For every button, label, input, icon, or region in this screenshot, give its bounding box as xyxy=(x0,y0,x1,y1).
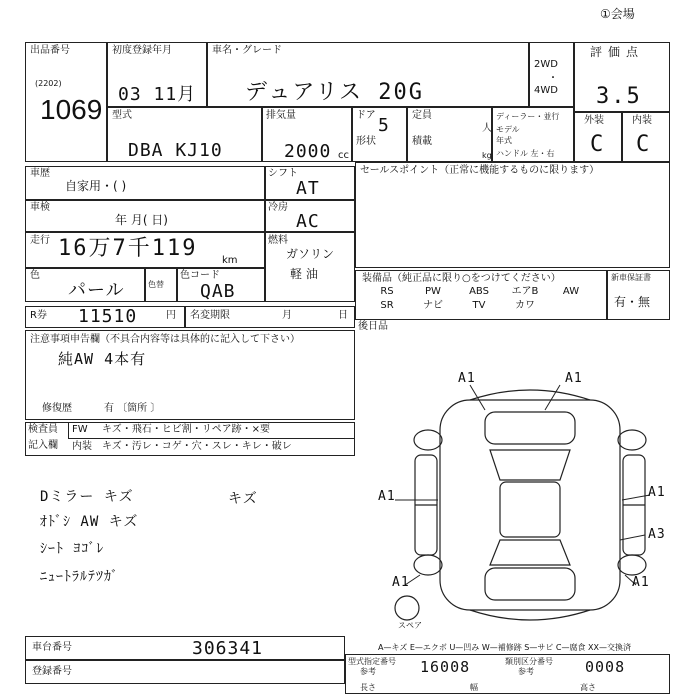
handle-label: ハンドル 左・右 xyxy=(496,149,555,158)
model-year-label: 年式 xyxy=(496,136,512,145)
selling-points-label: セールスポイント（正常に機能するものに限ります） xyxy=(360,165,600,176)
persons-label: 人 xyxy=(482,123,492,134)
auction-year-label: (2202) xyxy=(35,79,62,88)
wheel-rr xyxy=(618,555,646,575)
equipment-item: PW xyxy=(425,286,441,297)
equipment-item: ABS xyxy=(469,286,489,297)
aftermarket-label: 後日品 xyxy=(358,321,388,332)
displacement-value: 2000 xyxy=(284,141,332,162)
ac-label: 冷房 xyxy=(268,202,288,213)
notes-handwritten: 純AW 4本有 xyxy=(58,350,147,368)
diagram-legend: A—キズ E—エクボ U—凹み W—補修跡 S—サビ C—腐食 XX—交換済 xyxy=(378,643,632,652)
notes-label: 注意事項申告欄（不具合内容等は具体的に記入して下さい） xyxy=(30,334,300,345)
equipment-item: ナビ xyxy=(423,300,443,311)
equipment-item: カワ xyxy=(515,300,535,311)
color-code-label: 色コード xyxy=(180,270,220,281)
wheel-rl xyxy=(414,555,442,575)
right-side xyxy=(623,455,645,555)
equipment-item: SR xyxy=(380,300,394,311)
recycle-label: R券 xyxy=(30,310,47,321)
score-label: 評価点 xyxy=(590,45,645,59)
car-body-outline xyxy=(440,400,620,610)
rear-window xyxy=(490,540,570,565)
diagram-mark-5: A3 xyxy=(648,527,666,542)
car-history-label: 車歴 xyxy=(30,168,50,179)
type-cert-value: 16008 xyxy=(420,658,471,676)
class-label: 類別区分番号 xyxy=(505,657,553,666)
left-side xyxy=(415,455,437,555)
car-name-label: 車名・グレード xyxy=(212,45,282,56)
wheel-fr xyxy=(618,430,646,450)
width-label: 幅 xyxy=(470,683,478,692)
equipment-item: エアB xyxy=(511,286,539,297)
registration-row xyxy=(25,660,345,684)
fw-items: キズ・飛石・ヒビ割・リペア跡・×要 xyxy=(102,424,270,435)
drive-dot: ・ xyxy=(548,73,558,84)
mark-line-5 xyxy=(620,535,645,540)
int-items: キズ・汚レ・コゲ・穴・スレ・キレ・破レ xyxy=(102,441,292,452)
dealer-label: ディーラー・並行 xyxy=(496,112,560,121)
ac-value: AC xyxy=(296,211,320,232)
height-label: 高さ xyxy=(580,683,596,692)
equipment-item: RS xyxy=(380,286,394,297)
chassis-value: 306341 xyxy=(192,638,264,659)
first-reg-value: 03 11月 xyxy=(118,84,197,105)
handnote-line4: ﾆｭｰﾄﾗﾙﾃﾂｶﾞ xyxy=(40,569,119,585)
fuel-value: ガソリン xyxy=(286,247,335,261)
mark-line-4 xyxy=(622,495,650,500)
auction-site-label: ①会場 xyxy=(600,7,635,21)
diagram-mark-6: A1 xyxy=(392,575,410,590)
month-label: 月 xyxy=(282,310,292,321)
type-value: DBA KJ10 xyxy=(128,140,223,161)
drive-2wd: 2WD xyxy=(534,59,558,70)
inspection-value: 年 月( 日) xyxy=(115,213,168,227)
doors-label: ドア xyxy=(356,110,376,121)
kg-label: kg xyxy=(482,151,492,160)
drive-4wd: 4WD xyxy=(534,85,558,96)
exterior-value: C xyxy=(590,132,606,157)
color-code-value: QAB xyxy=(200,281,236,302)
lot-number: 1069 xyxy=(40,94,103,125)
color-value: パール xyxy=(68,280,125,301)
model-label: モデル xyxy=(496,125,520,134)
exterior-label: 外装 xyxy=(584,115,604,126)
load-label: 積載 xyxy=(412,136,432,147)
capacity-label: 定員 xyxy=(412,110,432,121)
hood xyxy=(485,412,575,444)
spare-label: スペア xyxy=(398,621,422,630)
recycle-value: 11510 xyxy=(78,306,138,327)
diagram-mark-3: A1 xyxy=(378,489,396,504)
type-cert-label: 型式指定番号 xyxy=(348,657,396,666)
equipment-item: TV xyxy=(472,300,486,311)
car-name-value: デュアリス 20G xyxy=(245,80,425,105)
displacement-label: 排気量 xyxy=(266,110,296,121)
color-label: 色 xyxy=(30,270,40,281)
shape-label: 形状 xyxy=(356,136,376,147)
cc-label: cc xyxy=(338,150,349,161)
warranty-value: 有・無 xyxy=(614,295,651,309)
doors-value: 5 xyxy=(378,115,390,136)
spare-tire xyxy=(395,596,419,620)
car-history-value: 自家用・( ) xyxy=(65,179,127,193)
mileage-value: 16万7千119 xyxy=(58,236,198,261)
front-bumper xyxy=(470,390,590,400)
first-reg-label: 初度登録年月 xyxy=(112,45,172,56)
int-label: 内装 xyxy=(72,441,92,452)
handnote-line2: ｵﾄﾞｼ AW キズ xyxy=(40,514,139,530)
chassis-row xyxy=(25,636,345,660)
km-label: km xyxy=(222,255,238,266)
repair-label: 修復歴 xyxy=(42,403,72,414)
class-value: 0008 xyxy=(585,658,626,676)
roof xyxy=(500,482,560,537)
selling-points-box xyxy=(355,162,670,268)
day-label: 日 xyxy=(338,310,348,321)
equipment-item: AW xyxy=(562,286,580,297)
windshield xyxy=(490,450,570,480)
wheel-fl xyxy=(414,430,442,450)
handnote-mid: キズ xyxy=(228,491,258,507)
lot-label: 出品番号 xyxy=(30,45,70,56)
rear-bumper xyxy=(470,610,590,620)
type-label: 型式 xyxy=(112,110,132,121)
title-change-label: 名変期限 xyxy=(190,310,230,321)
diagram-mark-1: A1 xyxy=(458,371,476,386)
equipment-label: 装備品（純正品に限り○をつけてください） xyxy=(362,273,561,284)
yen-label: 円 xyxy=(166,310,176,321)
repair-value: 有 〔箇所 〕 xyxy=(104,403,161,414)
handnote-line1: Dミラー キズ xyxy=(40,489,134,505)
fuel-label: 燃料 xyxy=(268,235,288,246)
shift-label: シフト xyxy=(268,168,298,179)
length-label: 長さ xyxy=(360,683,376,692)
inspection-label: 車検 xyxy=(30,202,50,213)
handnote-line3: ｼｰﾄ ﾖｺﾞﾚ xyxy=(40,541,105,557)
score-value: 3.5 xyxy=(596,84,642,109)
shift-value: AT xyxy=(296,178,320,199)
mark-line-2 xyxy=(545,385,560,410)
diagram-mark-2: A1 xyxy=(565,371,583,386)
color-change-label: 色替 xyxy=(148,280,164,289)
mileage-label: 走行 xyxy=(30,235,50,246)
car-history-cell xyxy=(25,166,265,200)
fuel-other: 軽 油 xyxy=(290,267,318,281)
interior-label: 内装 xyxy=(632,115,652,126)
type-cert-ref: 参考 xyxy=(360,667,376,676)
inspector-row2-label: 記入欄 xyxy=(28,440,58,451)
trunk xyxy=(485,568,575,600)
interior-value: C xyxy=(636,132,652,157)
chassis-label: 車台番号 xyxy=(32,642,72,653)
diagram-mark-7: A1 xyxy=(632,575,650,590)
warranty-label: 新車保証書 xyxy=(611,273,651,282)
diagram-mark-4: A1 xyxy=(648,485,666,500)
class-ref: 参考 xyxy=(518,667,534,676)
mark-line-1 xyxy=(470,385,485,410)
fw-label: FW xyxy=(72,424,88,435)
reg-label: 登録番号 xyxy=(32,666,72,677)
inspector-row1-label: 検査員 xyxy=(28,424,58,435)
